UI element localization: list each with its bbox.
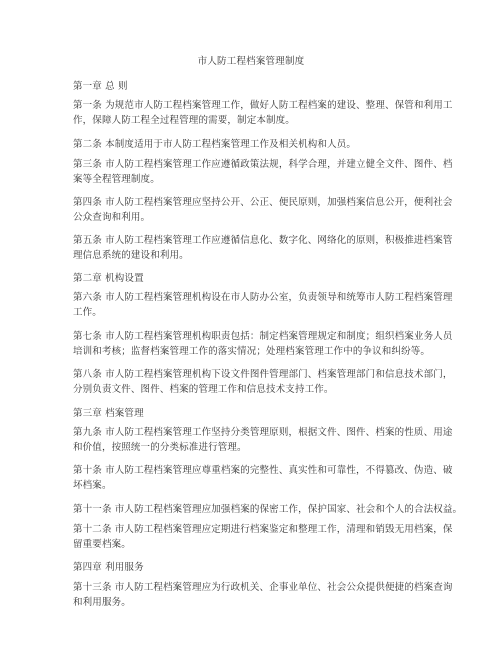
article-13-line-2: 和利用服务。 bbox=[73, 597, 131, 608]
article-10-line-2: 坏档案。 bbox=[73, 480, 112, 491]
article-3-line-1: 第三条 市人防工程档案管理工作应遵循政策法规，科学合理，并建立健全文件、图件、档 bbox=[73, 159, 453, 170]
article-9-line-1: 第九条 市人防工程档案管理工作坚持分类管理原则，根据文件、图件、档案的性质、用途 bbox=[73, 427, 453, 438]
article-4-line-2: 公众查询和利用。 bbox=[73, 212, 151, 223]
article-12-line-2: 留重要档案。 bbox=[73, 539, 131, 550]
article-4-line-1: 第四条 市人防工程档案管理应坚持公开、公正、便民原则，加强档案信息公开，便利社会 bbox=[73, 197, 453, 208]
chapter-heading-4: 第四章 利用服务 bbox=[73, 562, 144, 573]
article-2-line-1: 第二条 本制度适用于市人防工程档案管理工作及相关机构和人员。 bbox=[73, 139, 357, 150]
article-10-line-1: 第十条 市人防工程档案管理应尊重档案的完整性、真实性和可靠性，不得篡改、伪造、破 bbox=[73, 465, 453, 476]
article-11-line-1: 第十一条 市人防工程档案管理应加强档案的保密工作，保护国家、社会和个人的合法权益。 bbox=[73, 504, 463, 515]
article-6-line-2: 工作。 bbox=[73, 307, 102, 318]
article-1-line-2: 作，保障人防工程全过程管理的需要，制定本制度。 bbox=[73, 115, 295, 126]
article-5-line-1: 第五条 市人防工程档案管理工作应遵循信息化、数字化、网络化的原则，积极推进档案管 bbox=[73, 235, 453, 246]
document-title: 市人防工程档案管理制度 bbox=[197, 56, 305, 67]
article-1-line-1: 第一条 为规范市人防工程档案管理工作，做好人防工程档案的建设、整理、保管和利用工 bbox=[73, 100, 453, 111]
article-8-line-2: 分别负责文件、图件、档案的管理工作和信息技术支持工作。 bbox=[73, 384, 334, 395]
article-3-line-2: 案等全程管理制度。 bbox=[73, 174, 160, 185]
article-12-line-1: 第十二条 市人防工程档案管理应定期进行档案鉴定和整理工作，清理和销毁无用档案，保 bbox=[73, 524, 453, 535]
article-8-line-1: 第八条 市人防工程档案管理机构下设文件图件管理部门、档案管理部门和信息技术部门， bbox=[73, 369, 453, 380]
chapter-heading-2: 第二章 机构设置 bbox=[73, 273, 144, 284]
article-7-line-1: 第七条 市人防工程档案管理机构职责包括：制定档案管理规定和制度；组织档案业务人员 bbox=[73, 331, 453, 342]
article-5-line-2: 理信息系统的建设和利用。 bbox=[73, 250, 189, 261]
article-9-line-2: 和价值，按照统一的分类标准进行管理。 bbox=[73, 442, 247, 453]
article-7-line-2: 培训和考核；监督档案管理工作的落实情况；处理档案管理工作中的争议和纠纷等。 bbox=[73, 346, 431, 357]
chapter-heading-1: 第一章 总 则 bbox=[73, 81, 128, 92]
article-6-line-1: 第六条 市人防工程档案管理机构设在市人防办公室，负责领导和统筹市人防工程档案管理 bbox=[73, 292, 453, 303]
chapter-heading-3: 第三章 档案管理 bbox=[73, 408, 144, 419]
article-13-line-1: 第十三条 市人防工程档案管理应为行政机关、企事业单位、社会公众提供便捷的档案查询 bbox=[73, 582, 453, 593]
